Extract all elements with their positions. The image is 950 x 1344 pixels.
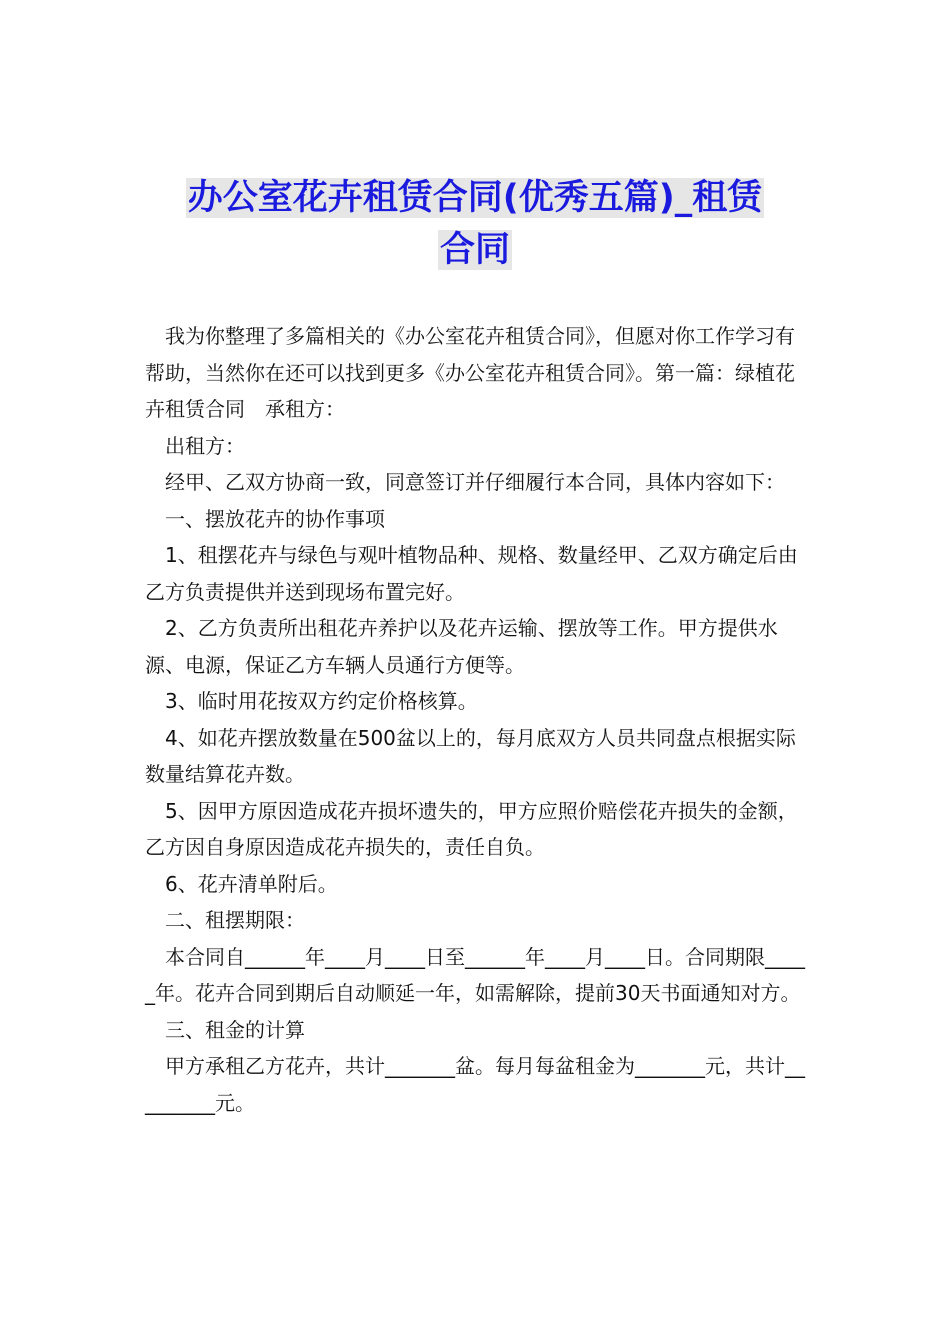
intro-paragraph: 我为你整理了多篇相关的《办公室花卉租赁合同》，但愿对你工作学习有帮助，当然你在还可以找到更多《办公室花卉租赁合同》。第一篇：绿植花卉租赁合同 承租方： xyxy=(145,324,795,421)
agreement-paragraph: 经甲、乙双方协商一致，同意签订并仔细履行本合同，具体内容如下： xyxy=(145,470,785,494)
clause-2: 2、乙方负责所出租花卉养护以及花卉运输、摆放等工作。甲方提供水源、电源，保证乙方车辆人员通行方便等。 xyxy=(145,616,778,677)
title-line-1: 办公室花卉租赁合同(优秀五篇)_租赁 xyxy=(187,178,763,218)
section-heading-term: 二、租摆期限： xyxy=(145,908,305,932)
clause-1: 1、租摆花卉与绿色与观叶植物品种、规格、数量经甲、乙双方确定后由乙方负责提供并送到现场布置完好。 xyxy=(145,543,798,604)
clause-3: 3、临时用花按双方约定价格核算。 xyxy=(145,689,478,713)
rent-paragraph: 甲方承租乙方花卉，共计_______盆。每月每盆租金为_______元，共计_________元。 xyxy=(145,1054,805,1115)
document-body xyxy=(145,318,810,1121)
section-heading-cooperation: 一、摆放花卉的协作事项 xyxy=(145,506,385,531)
term-paragraph: 本合同自______年____月____日至______年____月____日。合同期限_____年。花卉合同到期后自动顺延一年，如需解除，提前30天书面通知对方。 xyxy=(145,944,805,1005)
clause-5: 5、因甲方原因造成花卉损坏遗失的，甲方应照价赔偿花卉损失的金额，乙方因自身原因造成花卉损失的，责任自负。 xyxy=(145,798,798,859)
clause-6: 6、花卉清单附后。 xyxy=(145,871,338,896)
clause-4: 4、如花卉摆放数量在500盆以上的，每月底双方人员共同盘点根据实际数量结算花卉数。 xyxy=(145,725,796,786)
lessor-line: 出租方： xyxy=(145,433,245,458)
document-title xyxy=(100,172,850,276)
section-heading-rent: 三、租金的计算 xyxy=(145,1017,305,1042)
title-line-2: 合同 xyxy=(439,230,510,270)
